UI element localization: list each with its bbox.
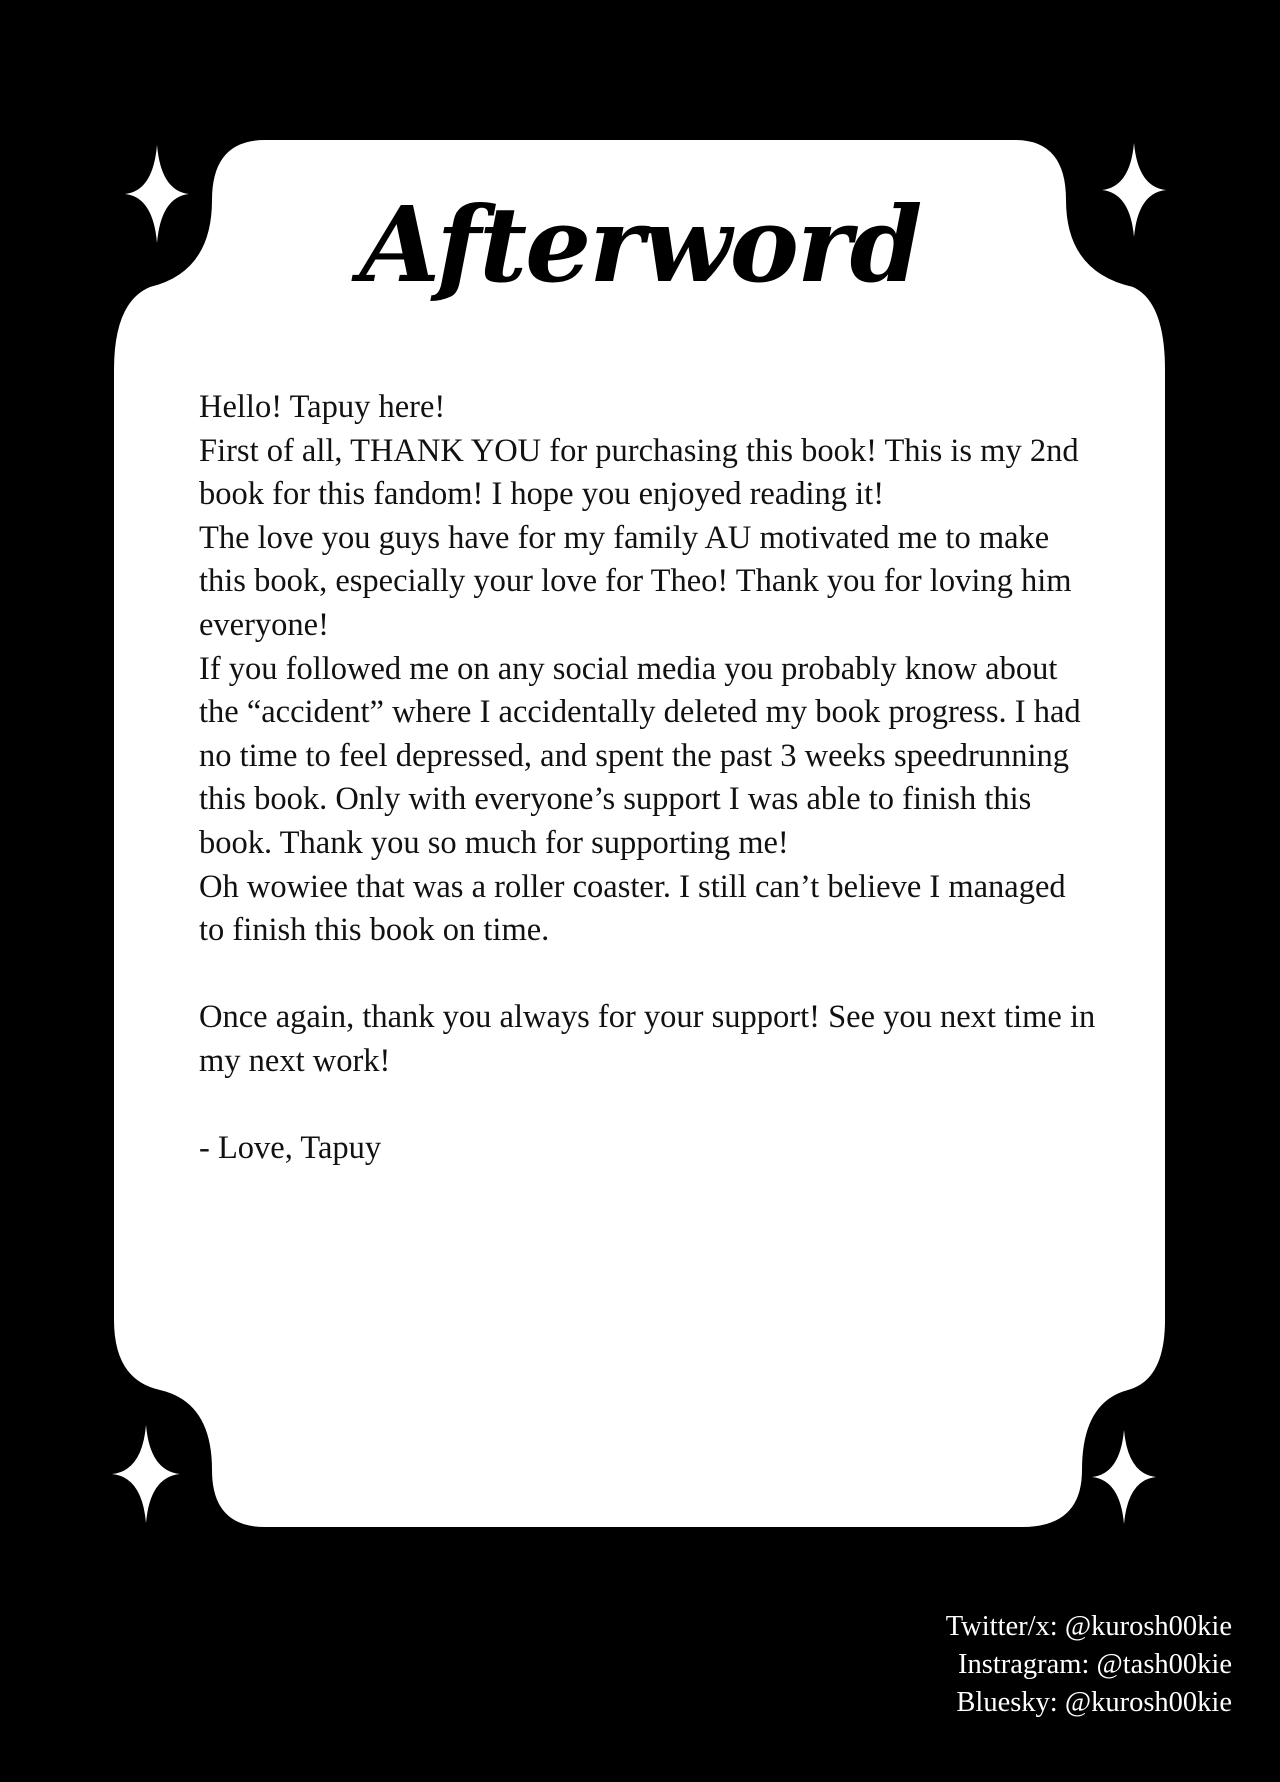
paragraph: Oh wowiee that was a roller coaster. I still can’t believe I managed to finish this book on time. xyxy=(199,868,1066,949)
bluesky-handle: Bluesky: @kurosh00kie xyxy=(956,1687,1232,1718)
sparkle-icon xyxy=(1092,1430,1156,1524)
paragraph: The love you guys have for my family AU motivated me to make this book, especially your love for Theo! Thank you for loving him everyone! xyxy=(199,519,1072,643)
instagram-handle: Instragram: @tash00kie xyxy=(958,1649,1232,1680)
spacer xyxy=(199,1084,1099,1128)
afterword-body xyxy=(199,386,1099,1171)
twitter-handle: Twitter/x: @kurosh00kie xyxy=(945,1611,1232,1642)
sparkle-icon xyxy=(112,1425,180,1523)
spacer xyxy=(199,953,1099,997)
page-title: Afterword xyxy=(359,183,921,306)
paragraph: Once again, thank you always for your support! See you next time in my next work! xyxy=(199,999,1096,1079)
signature: - Love, Tapuy xyxy=(199,1130,382,1167)
paragraph: If you followed me on any social media you probably know about the “accident” where I accidentally deleted my book progress. I had no time to feel depressed, and spent the past 3 weeks speedrunning this book. Only with everyone’s support I was able to finish this book. Thank you so much for supporting me! xyxy=(199,650,1081,861)
social-links xyxy=(946,1608,1232,1722)
paragraph: Hello! Tapuy here! xyxy=(199,389,446,425)
paragraph: First of all, THANK YOU for purchasing this book! This is my 2nd book for this fandom! I hope you enjoyed reading it! xyxy=(199,432,1079,513)
